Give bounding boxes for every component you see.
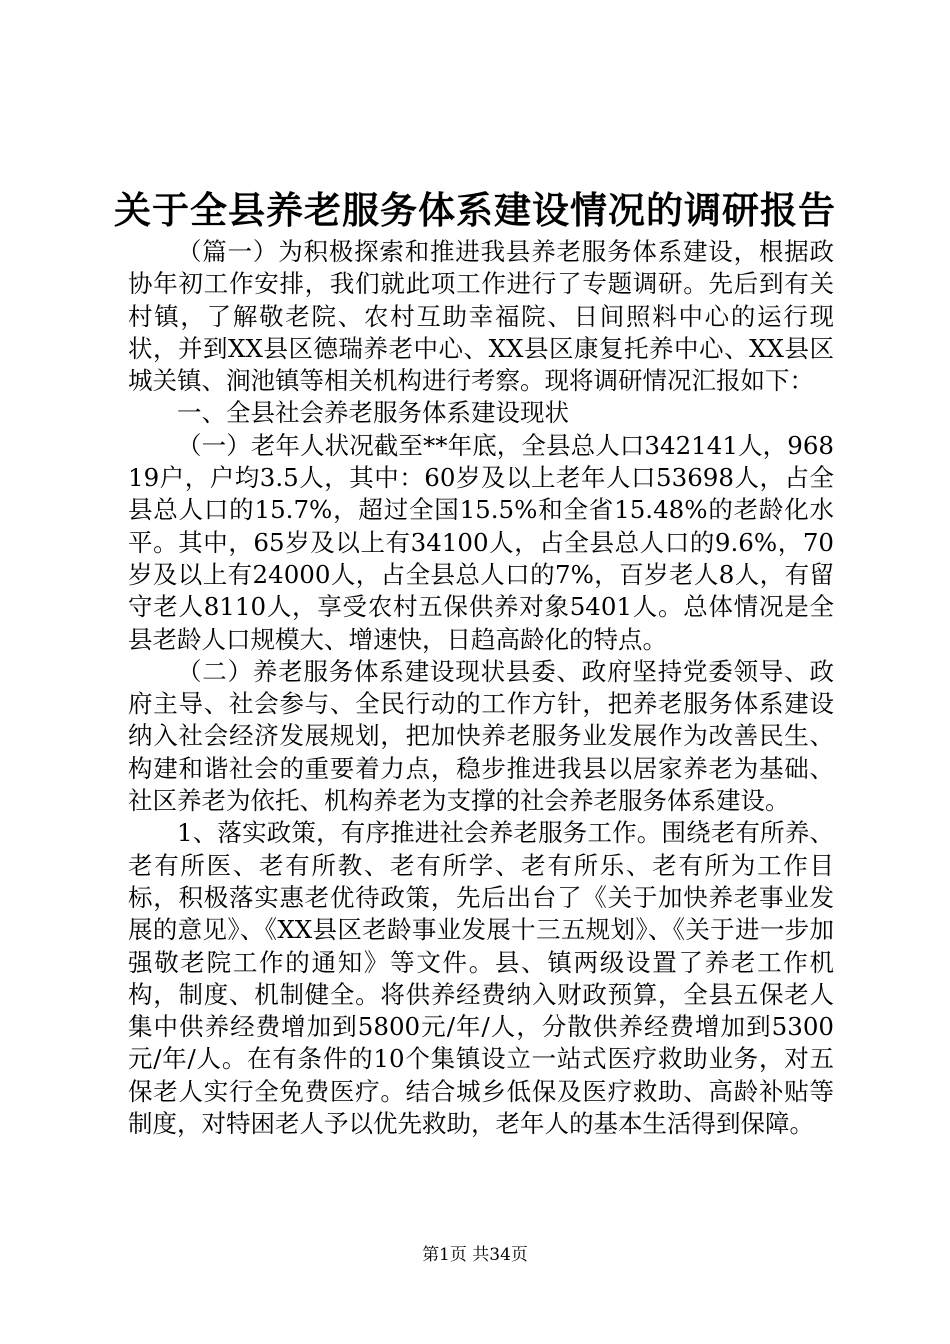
paragraph-service-system: （二）养老服务体系建设现状县委、政府坚持党委领导、政府主导、社会参与、全民行动的工作方针，把养老服务体系建设纳入社会经济发展规划，把加快养老服务业发展作为改善民生、构建和谐社会的重要着力点，稳步推进我县以居家养老为基础、社区养老为依托、机构养老为支撑的社会养老服务体系建设。 [128, 656, 834, 816]
page-footer: 第1页 共34页 [422, 1245, 528, 1265]
section-heading-1: 一、全县社会养老服务体系建设现状 [177, 398, 569, 428]
paragraph-intro: （篇一）为积极探索和推进我县养老服务体系建设，根据政协年初工作安排，我们就此项工作进行了专题调研。先后到有关村镇，了解敬老院、农村互助幸福院、日间照料中心的运行现状，并到XX县区德瑞养老中心、XX县区康复托养中心、XX县区城关镇、涧池镇等相关机构进行考察。现将调研情况汇报如下： [128, 237, 834, 396]
document-title: 关于全县养老服务体系建设情况的调研报告 [114, 188, 836, 232]
paragraph-policy: 1、落实政策，有序推进社会养老服务工作。围绕老有所养、老有所医、老有所教、老有所学、老有所乐、老有所为工作目标，积极落实惠老优待政策，先后出台了《关于加快养老事业发展的意见》、《XX县区老龄事业发展十三五规划》、《关于进一步加强敬老院工作的通知》等文件。县、镇两级设置了养老工作机构，制度、机制健全。将供养经费纳入财政预算，全县五保老人集中供养经费增加到5800元/年/人，分散供养经费增加到5300元/年/人。在有条件的10个集镇设立一站式医疗救助业务，对五保老人实行全免费医疗。结合城乡低保及医疗救助、高龄补贴等制度，对特困老人予以优先救助，老年人的基本生活得到保障。 [128, 818, 834, 1139]
document-body [128, 236, 834, 1140]
paragraph-elderly-status: （一）老年人状况截至**年底，全县总人口342141人，96819户，户均3.5人，其中：60岁及以上老年人口53698人，占全县总人口的15.7%，超过全国15.5%和全省15.48%的老龄化水平。其中，65岁及以上有34100人，占全县总人口的9.6%，70岁及以上有24000人，占全县总人口的7%，百岁老人8人，有留守老人8110人，享受农村五保供养对象5401人。总体情况是全县老龄人口规模大、增速快，日趋高龄化的特点。 [128, 430, 834, 654]
